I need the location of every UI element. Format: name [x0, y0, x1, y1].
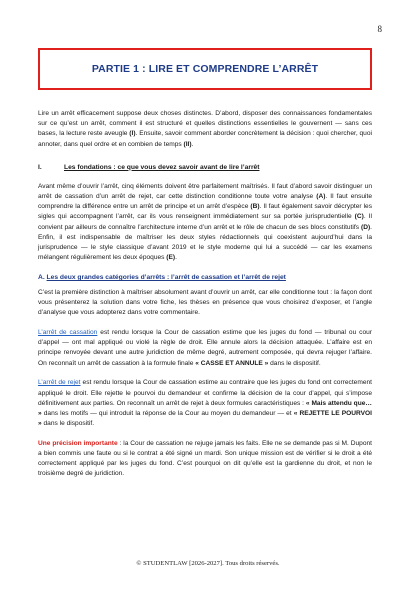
section-heading: [38, 163, 372, 173]
title-box: [38, 48, 372, 90]
section-title: Les fondations : ce que vous devez savoir avant de lire l’arrêt: [64, 163, 260, 171]
cassation-lead: L’arrêt de cassation: [38, 329, 98, 337]
section-paragraph: Avant même d’ouvrir l’arrêt, cinq éléments doivent être parfaitement maîtrisés. Il faut d’abord savoir distinguer un arrêt de cassation d’un arrêt de rejet, car cette distinction conditionne toute votre analyse (A). Il faut ensuite comprendre la différence entre un arrêt de principe et un arrêt d’espèce (B). Il faut également savoir décrypter les sigles qui accompagnent l’arrêt, car ils vous renseignent immédiatement sur sa portée jurisprudentielle (C). Il convient par ailleurs de connaître l’architecture interne d’un arrêt et le rôle de chacun de ses blocs constitutifs (D). Enfin, il est indispensable de maîtriser les deux styles rédactionnels qui coexistent aujourd’hui dans la jurisprudence — le style classique d’avant 2019 et le style moderne qui lui a succédé — car les examens mélangent régulièrement les deux époques (E).: [38, 182, 372, 262]
page-number: 8: [377, 24, 382, 34]
document-body: [38, 109, 372, 489]
intro-paragraph: Lire un arrêt efficacement suppose deux choses distinctes. D’abord, disposer des connaissances fondamentales sur ce qu’est un arrêt, comment il est structuré et quelles distinctions essentielles le gouvernent — sans ces bases, la lecture reste aveugle (I). Ensuite, savoir comment aborder concrètement la décision : quoi chercher, quoi annoter, dans quel ordre et en combien de temps (II).: [38, 110, 372, 148]
precision-paragraph: Une précision importante : la Cour de cassation ne rejuge jamais les faits. Elle ne se demande pas si M. Dupont a bien commis une faute ou si le contrat a été signé un mardi. Son unique mission est de vérifier si le droit a été correctement appliqué par les juges du fond. C’est pourquoi on dit qu’elle est la gardienne du droit, et non le troisième degré de juridiction.: [38, 439, 372, 478]
rejet-lead: L’arrêt de rejet: [38, 379, 81, 387]
subsection-intro: C’est la première distinction à maîtriser absolument avant d’ouvrir un arrêt, car elle conditionne tout : la façon dont vous présenterez la solution dans votre fiche, les thèses en présence que vous choisirez d’exposer, et l’angle d’analyse que vous adopterez dans votre commentaire.: [38, 288, 372, 317]
cassation-paragraph: L’arrêt de cassation est rendu lorsque la Cour de cassation estime que les juges du fond — tribunal ou cour d’appel — ont mal appliqué ou violé la règle de droit. Elle annule alors la décision attaquée. L’affaire est en principe renvoyée devant une autre juridiction de même degré, autrement composée, qui devra rejuger l’affaire. On reconnaît un arrêt de cassation à la formule finale « CASSE ET ANNULE » dans le dispositif.: [38, 329, 372, 367]
subsection-heading: A. Les deux grandes catégories d’arrêts : l’arrêt de cassation et l’arrêt de rejet: [38, 273, 286, 281]
section-number: I.: [38, 163, 42, 171]
rejet-paragraph: L’arrêt de rejet est rendu lorsque la Cour de cassation estime au contraire que les juges du fond ont correctement appliqué le droit. Elle rejette le pourvoi du demandeur et confirme la décision de la cour d’appel, qui s’impose définitivement aux parties. On reconnaît un arrêt de rejet à deux formules caractéristiques : « Mais attendu que… » dans les motifs — qui introduit la réponse de la Cour au moyen du demandeur — et « REJETTE LE POURVOI » dans le dispositif.: [38, 379, 372, 428]
page-title: PARTIE 1 : LIRE ET COMPRENDRE L’ARRÊT: [91, 63, 319, 75]
precision-lead: Une précision importante: [38, 439, 118, 447]
footer-copyright: © STUDENTLAW [2026-2027]. Tous droits réservés.: [136, 560, 280, 567]
